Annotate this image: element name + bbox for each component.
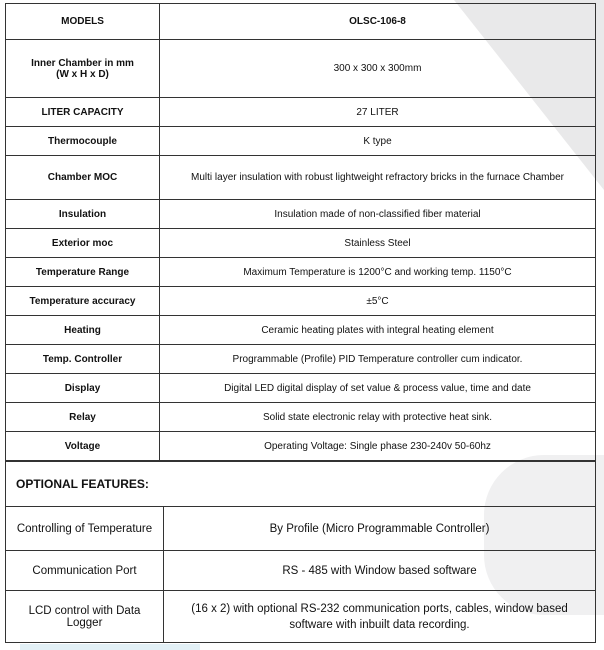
spec-label: Temperature Range (6, 258, 160, 287)
spec-label: Exterior moc (6, 229, 160, 258)
spec-label: Relay (6, 403, 160, 432)
table-row (6, 4, 596, 40)
spec-label: Thermocouple (6, 127, 160, 156)
spec-value: Solid state electronic relay with protective heat sink. (160, 403, 596, 432)
option-label: Communication Port (6, 551, 164, 591)
option-label: Controlling of Temperature (6, 507, 164, 551)
table-row (6, 591, 596, 643)
spec-value: Digital LED digital display of set value & process value, time and date (160, 374, 596, 403)
spec-value: Multi layer insulation with robust lightweight refractory bricks in the furnace Chamber (160, 156, 596, 200)
spec-label: Temperature accuracy (6, 287, 160, 316)
spec-value: Operating Voltage: Single phase 230-240v 50-60hz (160, 432, 596, 461)
spec-label: Insulation (6, 200, 160, 229)
spec-label: Inner Chamber in mm (W x H x D) (6, 40, 160, 98)
option-value: (16 x 2) with optional RS-232 communication ports, cables, window based software with inbuilt data recording. (164, 591, 596, 643)
table-row (6, 229, 596, 258)
table-row (6, 156, 596, 200)
optional-features-heading: OPTIONAL FEATURES: (6, 462, 596, 507)
spec-value: 300 x 300 x 300mm (160, 40, 596, 98)
table-row (6, 462, 596, 507)
optional-features-table (5, 461, 596, 643)
spec-label: LITER CAPACITY (6, 98, 160, 127)
table-row (6, 200, 596, 229)
spec-value: Ceramic heating plates with integral heating element (160, 316, 596, 345)
table-row (6, 287, 596, 316)
spec-label: Heating (6, 316, 160, 345)
spec-label: Chamber MOC (6, 156, 160, 200)
table-row (6, 551, 596, 591)
spec-value: K type (160, 127, 596, 156)
spec-value: OLSC-106-8 (160, 4, 596, 40)
table-row (6, 345, 596, 374)
spec-value: 27 LITER (160, 98, 596, 127)
table-row (6, 507, 596, 551)
spec-label: Voltage (6, 432, 160, 461)
option-label: LCD control with Data Logger (6, 591, 164, 643)
specifications-table (5, 3, 596, 461)
table-row (6, 258, 596, 287)
spec-value: Insulation made of non-classified fiber material (160, 200, 596, 229)
spec-value: ±5°C (160, 287, 596, 316)
spec-label: MODELS (6, 4, 160, 40)
table-row (6, 40, 596, 98)
spec-value: Stainless Steel (160, 229, 596, 258)
table-row (6, 432, 596, 461)
spec-label: Display (6, 374, 160, 403)
spec-value: Programmable (Profile) PID Temperature controller cum indicator. (160, 345, 596, 374)
table-row (6, 374, 596, 403)
option-value: RS - 485 with Window based software (164, 551, 596, 591)
table-row (6, 98, 596, 127)
option-value: By Profile (Micro Programmable Controller) (164, 507, 596, 551)
spec-value: Maximum Temperature is 1200°C and working temp. 1150°C (160, 258, 596, 287)
table-row (6, 403, 596, 432)
table-row (6, 316, 596, 345)
spec-label: Temp. Controller (6, 345, 160, 374)
table-row (6, 127, 596, 156)
background-decoration (20, 644, 200, 650)
